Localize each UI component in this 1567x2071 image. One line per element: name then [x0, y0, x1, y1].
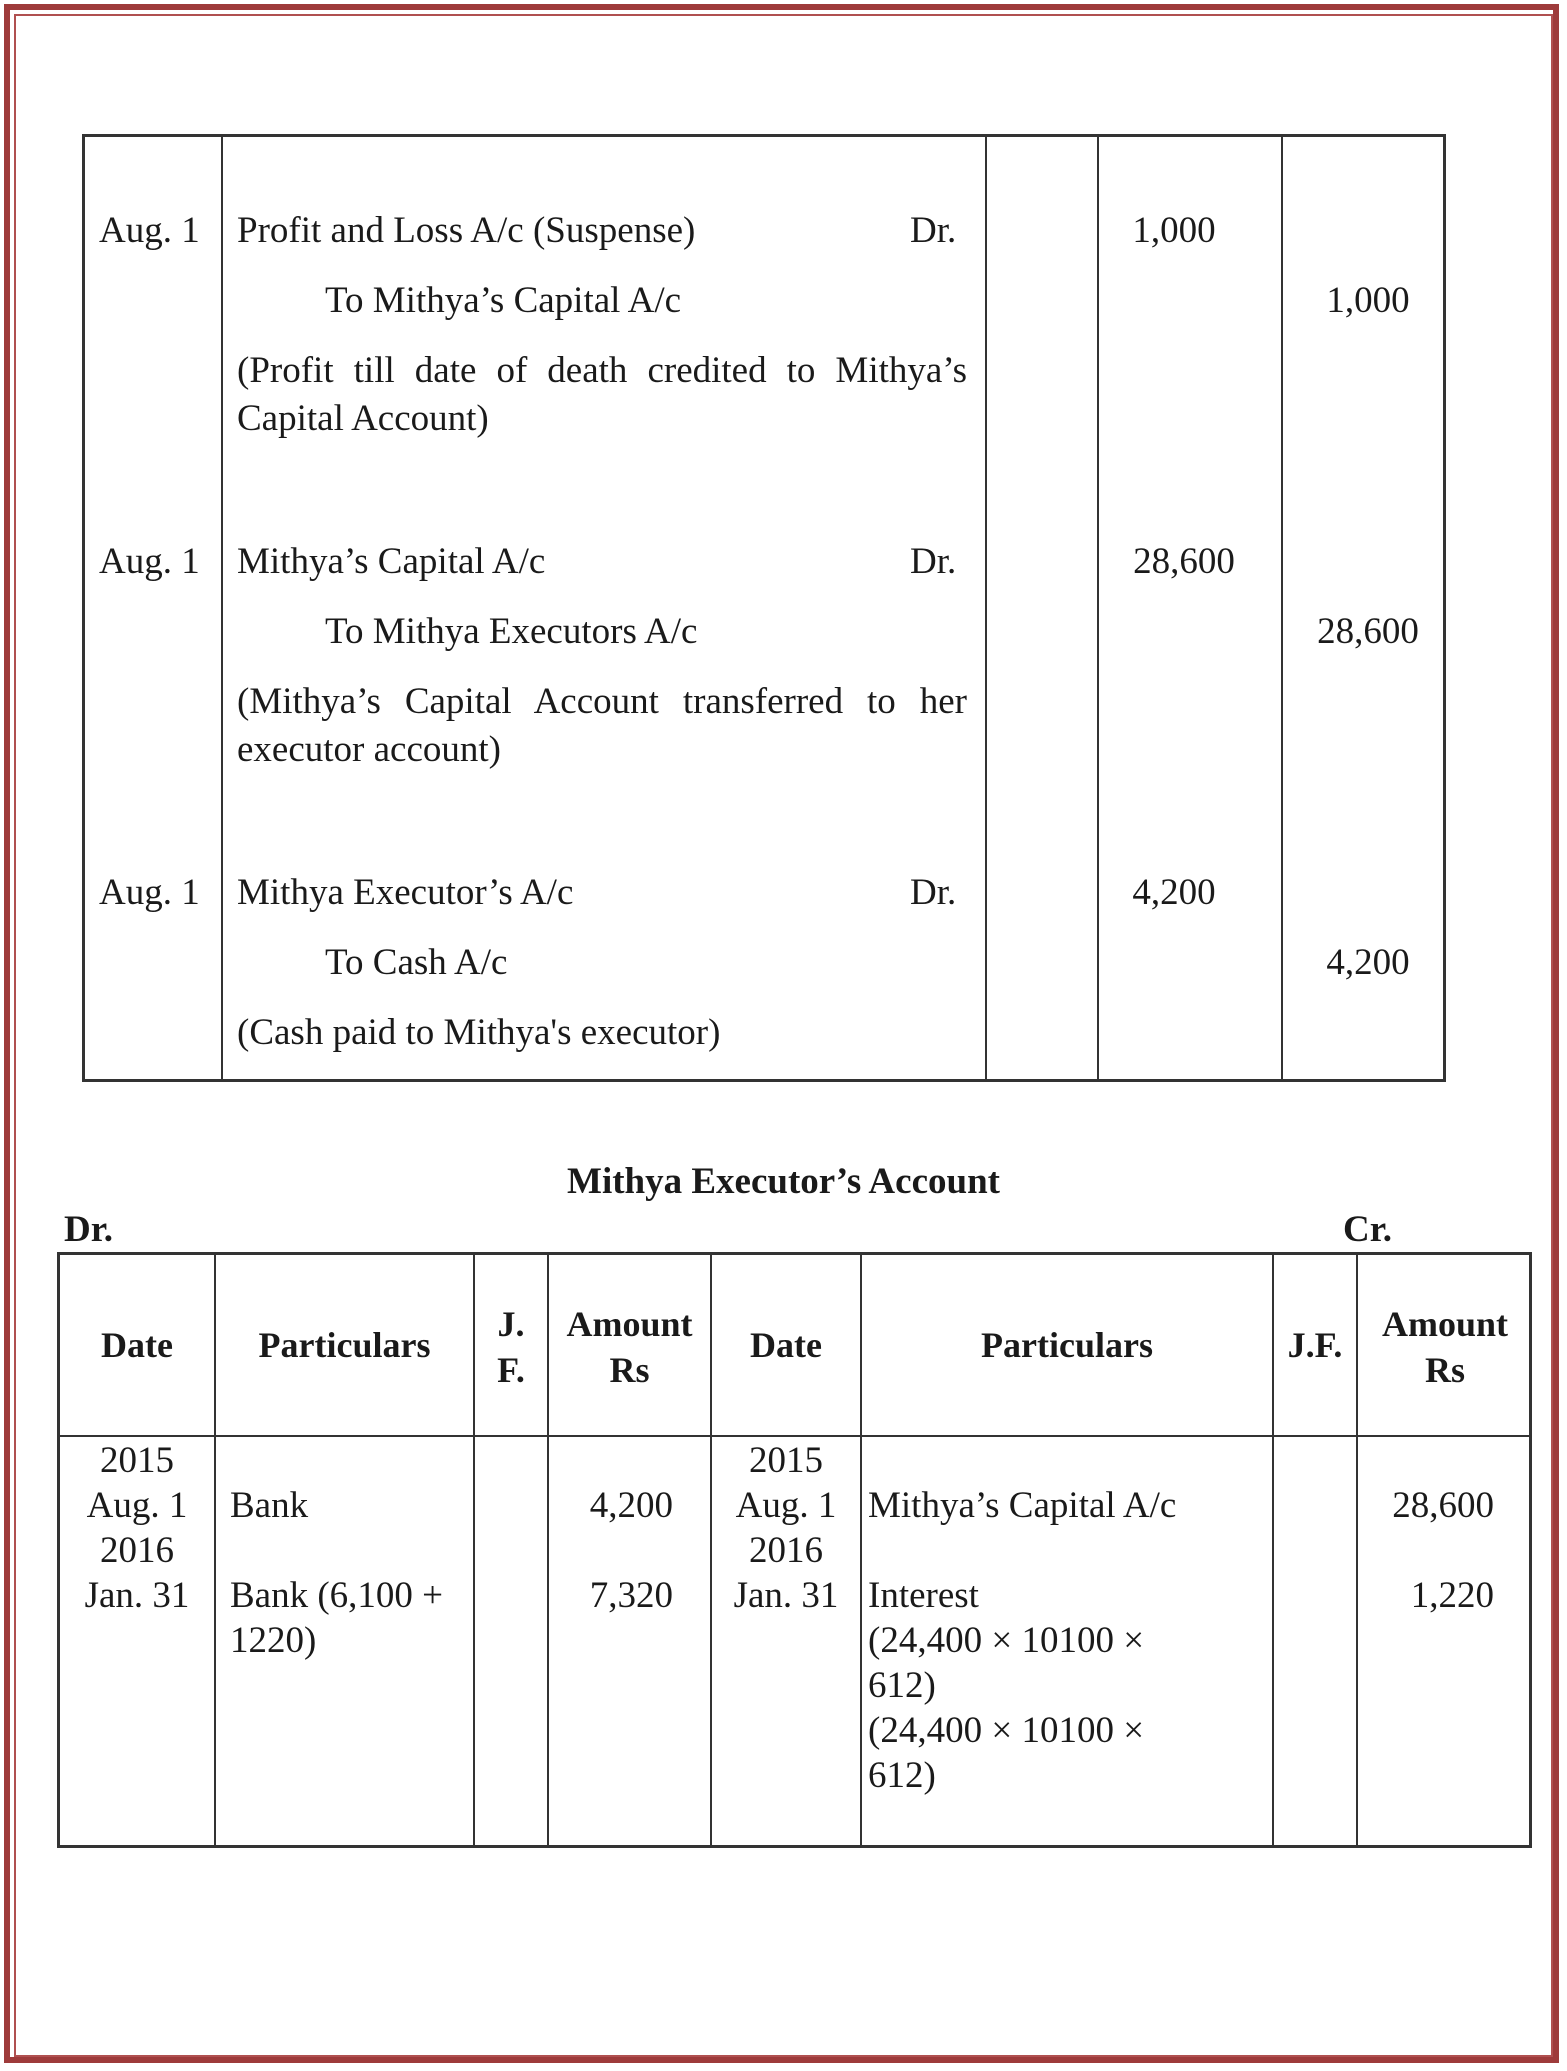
header-particulars-cr: Particulars [981, 1325, 1153, 1365]
cr-date: Jan. 31 [733, 1575, 839, 1616]
dr-year: 2016 [100, 1530, 174, 1571]
dr-date: Jan. 31 [84, 1575, 190, 1616]
journal-credit-account: To Mithya’s Capital A/c [325, 280, 682, 321]
journal-col-divider [221, 137, 223, 1079]
header-amount-cr: Amount Rs [1381, 1304, 1509, 1390]
ledger-title: Mithya Executor’s Account [567, 1161, 1000, 1202]
dr-particulars: Bank [230, 1485, 309, 1526]
journal-date: Aug. 1 [99, 541, 200, 582]
dr-particulars: Bank (6,100 + 1220) [230, 1575, 444, 1661]
journal-debit-amount: 1,000 [1132, 210, 1216, 251]
journal-debit-amount: 4,200 [1132, 872, 1216, 913]
ledger-cr-label: Cr. [1343, 1209, 1392, 1250]
ledger-dr-label: Dr. [64, 1209, 113, 1250]
journal-credit-amount: 28,600 [1317, 611, 1419, 652]
cr-year: 2016 [749, 1530, 823, 1571]
journal-credit-amount: 4,200 [1326, 942, 1410, 983]
journal-credit-account: To Mithya Executors A/c [325, 611, 698, 652]
journal-date: Aug. 1 [99, 210, 200, 251]
cr-year: 2015 [749, 1440, 823, 1481]
journal-credit-amount: 1,000 [1326, 280, 1410, 321]
cr-amount: 28,600 [1392, 1485, 1494, 1526]
journal-credit-account: To Cash A/c [325, 942, 508, 983]
journal-narration: (Profit till date of death credited to Mithya’s Capital Account) [237, 350, 967, 439]
dr-amount: 7,320 [589, 1575, 673, 1616]
journal-narration: (Cash paid to Mithya's executor) [237, 1012, 721, 1053]
journal-table [82, 134, 1446, 1082]
journal-col-divider [985, 137, 987, 1079]
journal-narration: (Mithya’s Capital Account transferred to her executor account) [237, 681, 967, 770]
journal-debit-account: Profit and Loss A/c (Suspense) [237, 210, 696, 251]
header-amount-dr: Amount Rs [566, 1304, 693, 1390]
journal-col-divider [1097, 137, 1099, 1079]
header-jf-cr: J.F. [1287, 1325, 1343, 1365]
cr-particulars: Mithya’s Capital A/c [868, 1485, 1177, 1526]
cr-date: Aug. 1 [735, 1485, 837, 1526]
journal-debit-account: Mithya’s Capital A/c [237, 541, 546, 582]
ledger-header-divider [60, 1435, 1529, 1437]
dr-year: 2015 [100, 1440, 174, 1481]
ledger-table [57, 1252, 1532, 1848]
journal-dr-label: Dr. [910, 872, 957, 913]
cr-amount: 1,220 [1410, 1575, 1494, 1616]
dr-date: Aug. 1 [86, 1485, 188, 1526]
journal-dr-label: Dr. [910, 210, 957, 251]
dr-amount: 4,200 [589, 1485, 673, 1526]
journal-date: Aug. 1 [99, 872, 200, 913]
header-jf-dr: J. F. [497, 1304, 525, 1390]
header-date-dr: Date [101, 1325, 173, 1365]
journal-debit-account: Mithya Executor’s A/c [237, 872, 574, 913]
journal-dr-label: Dr. [910, 541, 957, 582]
header-date-cr: Date [750, 1325, 822, 1365]
header-particulars-dr: Particulars [258, 1325, 431, 1365]
journal-debit-amount: 28,600 [1133, 541, 1235, 582]
cr-particulars: Interest (24,400 × 10100 × 612) (24,400 × 10100 × 612) [868, 1575, 1145, 1796]
